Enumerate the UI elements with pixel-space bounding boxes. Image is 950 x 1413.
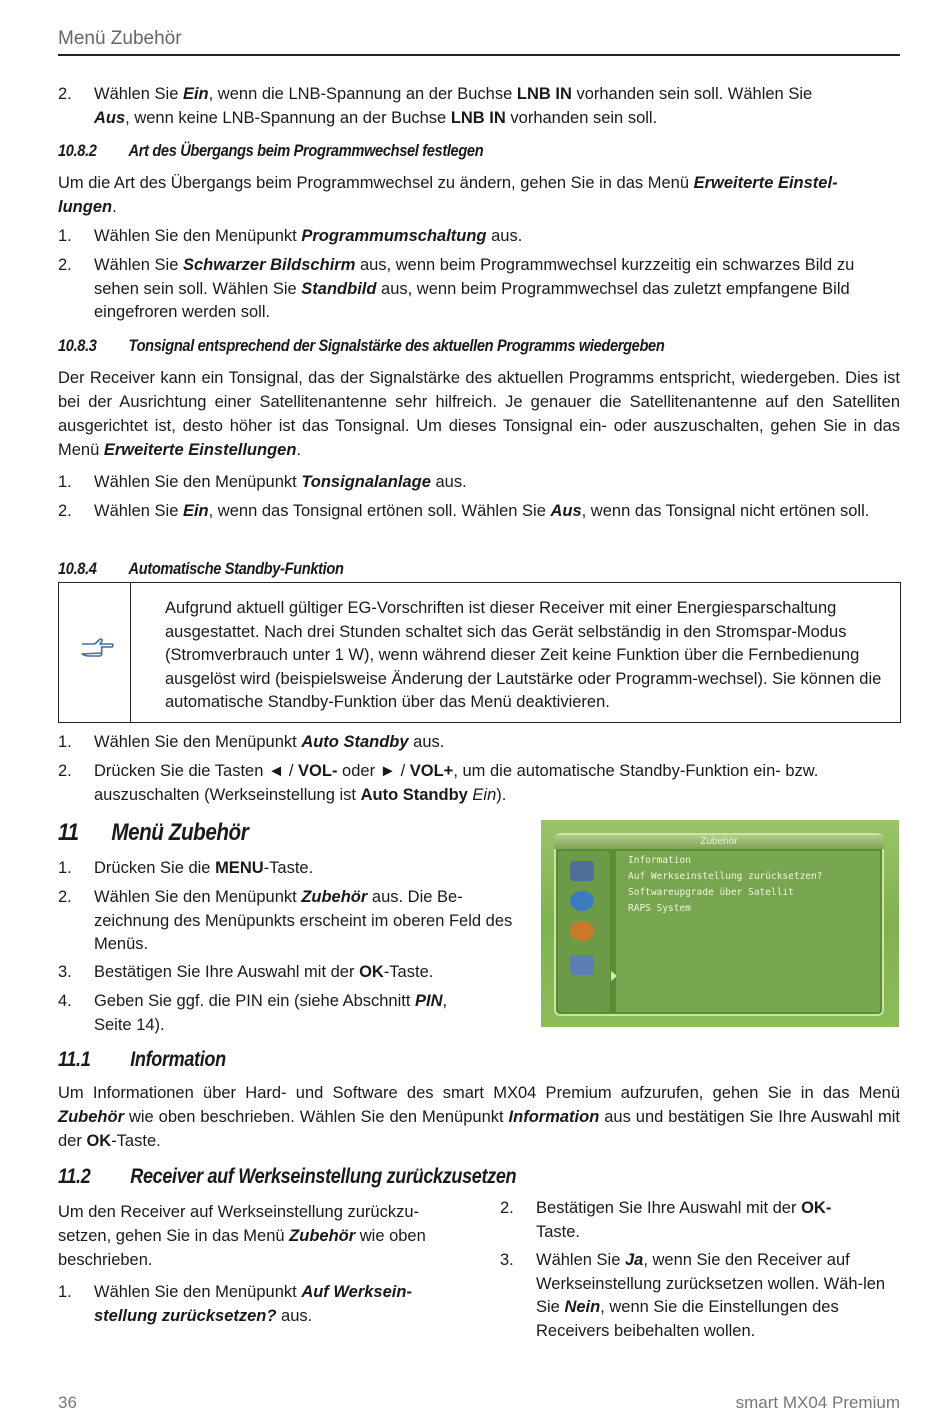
page-number: 36 xyxy=(58,1393,77,1412)
note-box xyxy=(58,582,901,723)
section-heading-10-8-2: 10.8.2 Art des Übergangs beim Programmwechsel festlegen xyxy=(58,141,484,160)
gear-icon xyxy=(570,921,594,941)
tools-icon xyxy=(570,955,594,975)
paragraph: Um Informationen über Hard- und Software des smart MX04 Premium aufzurufen, gehen Sie in das Menü Zubehör wie oben beschrieben. Wählen Sie den Menüpunkt Information aus und bestätigen Sie Ihre Auswahl mit der OK-Taste. xyxy=(58,1084,900,1150)
section-heading-11-1: 11.1 Information xyxy=(58,1048,226,1071)
list-item: 2. Bestätigen Sie Ihre Auswahl mit der OK- Taste. xyxy=(500,1199,832,1241)
osd-menu-item: Auf Werkseinstellung zurücksetzen? xyxy=(628,871,823,882)
paragraph: Der Receiver kann ein Tonsignal, das der Signalstärke des aktuellen Programms entspricht, wiedergeben. Dies ist bei der Ausrichtung einer Satellitenantenne sehr hilfreich. Je genauer die Satellitenantenne auf den Satelliten ausgerichtet ist, desto höher ist das Tonsignal. Um dieses Tonsignal ein- oder auszuschalten, gehen Sie in das Menü Erweiterte Einstellungen. xyxy=(58,369,900,459)
section-heading-11-2: 11.2 Receiver auf Werkseinstellung zurückzusetzen xyxy=(58,1165,517,1188)
note-divider xyxy=(130,583,131,722)
list-item: 1. Wählen Sie den Menüpunkt Tonsignalanlage aus. xyxy=(58,473,467,491)
picture-icon xyxy=(570,861,594,881)
osd-title: Zubehör xyxy=(554,835,884,849)
list-item: 4. Geben Sie ggf. die PIN ein (siehe Abschnitt PIN, Seite 14). xyxy=(58,992,448,1034)
paragraph: Um die Art des Übergangs beim Programmwechsel zu ändern, gehen Sie in das Menü Erweiterte Einstel- lungen. xyxy=(58,174,838,216)
pointing-hand-icon xyxy=(79,635,115,663)
paragraph: Um den Receiver auf Werkseinstellung zurückzu-setzen, gehen Sie in das Menü Zubehör wie oben beschrieben. xyxy=(58,1203,426,1269)
osd-sidebar xyxy=(558,851,610,1012)
chapter-heading-11: 11 Menü Zubehör xyxy=(58,819,249,846)
list-item: 2. Wählen Sie Schwarzer Bildschirm aus, wenn beim Programmwechsel kurzzeitig ein schwarzes Bild zu sehen sein soll. Wählen Sie Standbild aus, wenn beim Programmwechsel das zuletzt empfangene Bild eingefroren werden soll. xyxy=(58,256,855,321)
menu-screenshot xyxy=(541,820,899,1027)
list-item: 2. Drücken Sie die Tasten ◄ / VOL- oder ► / VOL+, um die automatische Standby-Funktion ein- bzw. auszuschalten (Werkseinstellung ist Auto Standby Ein). xyxy=(58,762,819,804)
note-text: Aufgrund aktuell gültiger EG-Vorschriften ist dieser Receiver mit einer Energiesparschaltung ausgestattet. Nach drei Stunden schaltet sich das Gerät selbständig in den Stromspar-Modus (Stromverbrauch unter 1 W), wenn während dieser Zeit keine Funktion über die Fernbedienung ausgelöst wird (beispielsweise Änderung der Lautstärke oder Programm-wechsel). Sie können die automatische Standby-Funktion über das Menü deaktivieren. xyxy=(165,599,882,711)
list-item: 1. Wählen Sie den Menüpunkt Auto Standby aus. xyxy=(58,733,445,751)
globe-icon xyxy=(570,891,594,911)
osd-panel xyxy=(554,833,884,1016)
header-rule xyxy=(58,54,900,56)
product-name: smart MX04 Premium xyxy=(735,1393,900,1412)
list-item: 2. Wählen Sie Ein, wenn das Tonsignal ertönen soll. Wählen Sie Aus, wenn das Tonsignal nicht ertönen soll. xyxy=(58,502,870,520)
list-item: 2. Wählen Sie den Menüpunkt Zubehör aus. Die Be-zeichnung des Menüpunkts erscheint im oberen Feld des Menüs. xyxy=(58,888,513,953)
list-item: 3. Bestätigen Sie Ihre Auswahl mit der OK-Taste. xyxy=(58,963,434,981)
section-heading-10-8-4: 10.8.4 Automatische Standby-Funktion xyxy=(58,559,344,578)
list-item: 1. Drücken Sie die MENU-Taste. xyxy=(58,859,314,877)
list-item: 3. Wählen Sie Ja, wenn Sie den Receiver auf Werkseinstellung zurücksetzen wollen. Wäh-len Sie Nein, wenn Sie die Einstellungen des Receivers beibehalten wollen. xyxy=(500,1251,886,1340)
running-header: Menü Zubehör xyxy=(58,28,182,49)
list-item: 1. Wählen Sie den Menüpunkt Auf Werksein-stellung zurücksetzen? aus. xyxy=(58,1283,412,1325)
list-item: 2. Wählen Sie Ein, wenn die LNB-Spannung an der Buchse LNB IN vorhanden sein soll. Wählen Sie Aus, wenn keine LNB-Spannung an der Buchse LNB IN vorhanden sein soll. xyxy=(58,85,813,127)
osd-menu-list xyxy=(616,851,880,1012)
list-item: 1. Wählen Sie den Menüpunkt Programmumschaltung aus. xyxy=(58,227,523,245)
osd-menu-item: RAPS System xyxy=(628,903,691,914)
section-heading-10-8-3: 10.8.3 Tonsignal entsprechend der Signalstärke des aktuellen Programms wiedergeben xyxy=(58,336,665,355)
osd-menu-item: Information xyxy=(628,855,691,866)
osd-menu-item: Softwareupgrade über Satellit xyxy=(628,887,794,898)
